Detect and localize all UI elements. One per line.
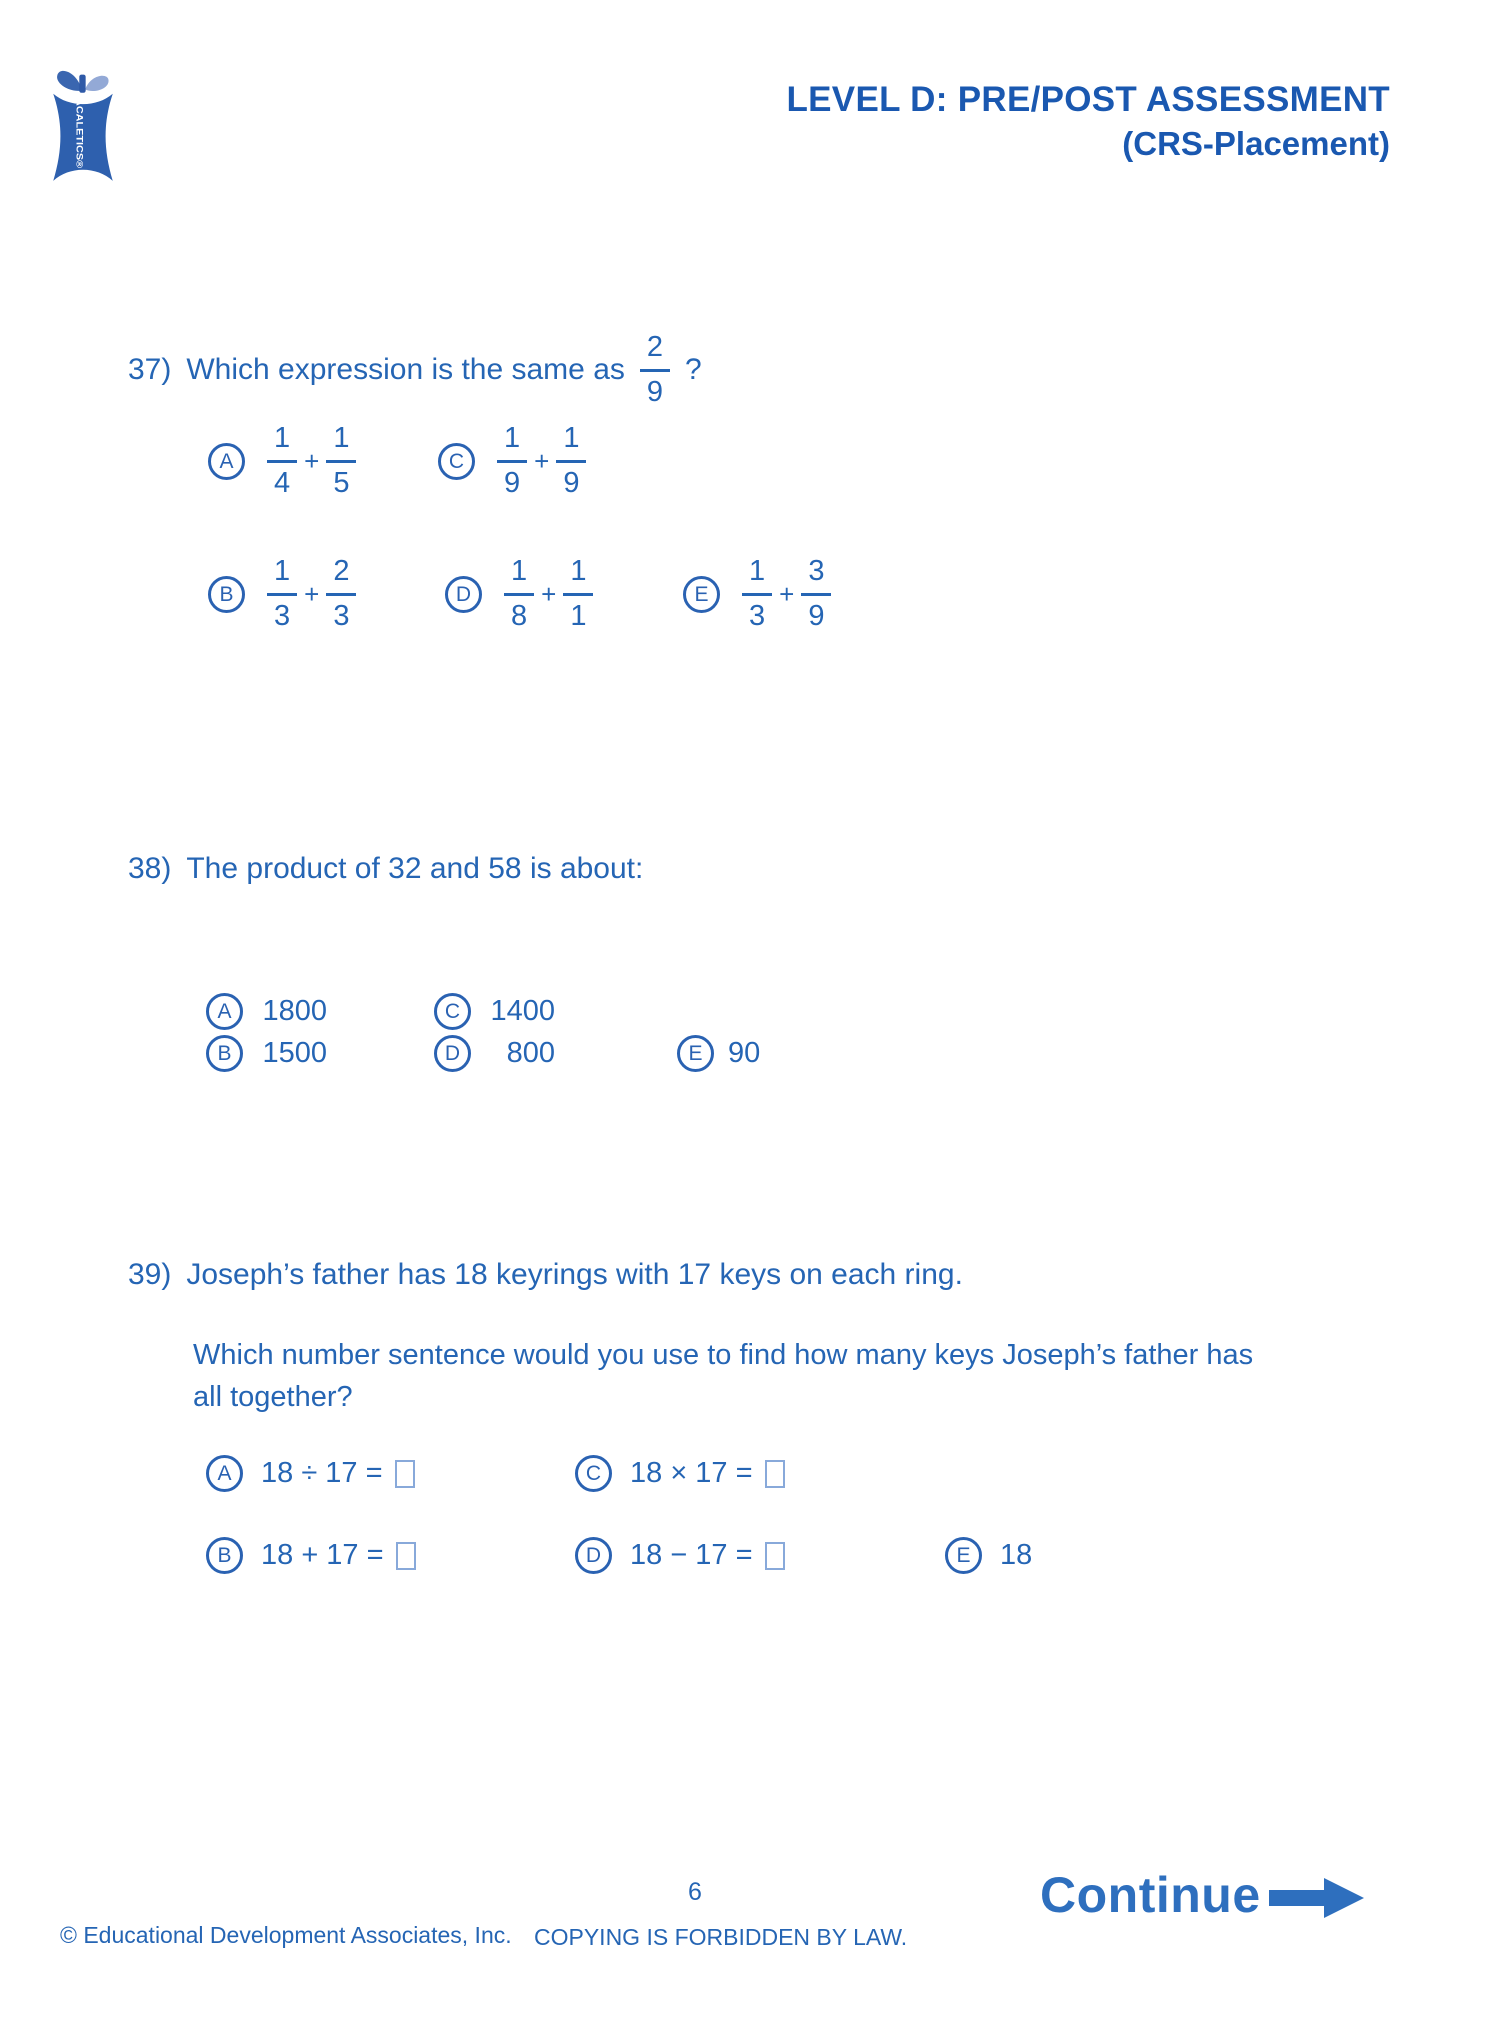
inline-fraction <box>640 333 670 407</box>
option-letter-badge: D <box>434 1035 471 1072</box>
question-39-options-row-1 <box>206 1455 785 1492</box>
option-letter-badge: D <box>575 1537 612 1574</box>
answer-box <box>396 1542 416 1570</box>
answer-option-b <box>206 1035 434 1072</box>
option-value: 1800 <box>262 995 327 1027</box>
option-letter-badge: A <box>206 993 243 1030</box>
option-expression <box>504 557 593 631</box>
option-letter-badge: B <box>206 1537 243 1574</box>
fraction-numerator: 1 <box>274 422 291 454</box>
option-expression <box>1000 1539 1032 1572</box>
option-fraction <box>801 557 831 631</box>
fraction-numerator: 1 <box>563 422 580 454</box>
fraction-denominator: 1 <box>563 593 593 631</box>
answer-option-c <box>434 993 555 1030</box>
fraction-denominator: 5 <box>326 460 356 498</box>
option-fraction <box>497 424 527 498</box>
fraction-denominator: 8 <box>504 593 534 631</box>
option-letter-badge: D <box>445 576 482 613</box>
plus-sign: + <box>541 578 557 609</box>
question-38-prompt: The product of 32 and 58 is about: <box>186 852 644 885</box>
answer-option-e <box>683 557 831 631</box>
question-37-number: 37) <box>128 353 172 386</box>
question-37-prompt: Which expression is the same as <box>186 353 625 386</box>
answer-option-d <box>445 557 683 631</box>
fraction-denominator: 4 <box>267 460 297 498</box>
option-letter-badge: E <box>945 1537 982 1574</box>
answer-option-e <box>677 1035 760 1072</box>
option-text: 18 + 17 = <box>261 1539 384 1571</box>
fraction-numerator: 1 <box>274 555 291 587</box>
fraction-numerator: 1 <box>333 422 350 454</box>
option-letter-badge: B <box>206 1035 243 1072</box>
option-letter-badge: E <box>683 576 720 613</box>
option-expression <box>261 1539 416 1572</box>
question-38-options-row-2 <box>206 1035 760 1072</box>
option-text: 18 ÷ 17 = <box>261 1457 383 1489</box>
question-38-options-row-1 <box>206 993 555 1030</box>
page-number: 6 <box>688 1878 702 1906</box>
option-text: 18 − 17 = <box>630 1539 753 1571</box>
question-39-options-row-2 <box>206 1537 1032 1574</box>
continue-arrow-icon <box>1269 1876 1365 1920</box>
plus-sign: + <box>304 578 320 609</box>
question-37-options-row-2 <box>208 557 831 631</box>
fraction-denominator: 9 <box>556 460 586 498</box>
apple-stem-icon <box>79 75 85 93</box>
fraction-numerator: 1 <box>570 555 587 587</box>
page-header <box>786 80 1390 163</box>
option-letter-badge: C <box>575 1455 612 1492</box>
answer-option-a <box>206 993 434 1030</box>
option-expression <box>630 1539 785 1572</box>
continue-label: Continue <box>1040 1867 1261 1923</box>
option-letter-badge: A <box>206 1455 243 1492</box>
option-letter-badge: B <box>208 576 245 613</box>
continue-indicator <box>1040 1866 1365 1924</box>
copyright-text: © Educational Development Associates, Inc. <box>60 1922 512 1948</box>
question-39-number: 39) <box>128 1258 172 1291</box>
option-letter-badge: E <box>677 1035 714 1072</box>
option-letter-badge: C <box>438 443 475 480</box>
fraction-denominator: 9 <box>497 460 527 498</box>
answer-option-b <box>206 1537 575 1574</box>
apple-leaves-icon <box>57 71 108 93</box>
question-mark: ? <box>685 353 702 386</box>
question-39-subprompt <box>193 1334 1253 1418</box>
option-expression <box>267 424 356 498</box>
legal-notice: COPYING IS FORBIDDEN BY LAW. <box>534 1924 908 1950</box>
answer-box <box>765 1542 785 1570</box>
question-37 <box>128 318 702 422</box>
option-text: 18 <box>1000 1539 1033 1571</box>
fraction-numerator: 1 <box>749 555 766 587</box>
answer-option-a <box>208 424 438 498</box>
question-39 <box>128 1258 963 1292</box>
subprompt-line-1: Which number sentence would you use to find how many keys Joseph’s father has <box>193 1339 1254 1371</box>
option-value: 90 <box>728 1037 761 1069</box>
option-letter-badge: A <box>208 443 245 480</box>
answer-option-a <box>206 1455 575 1492</box>
header-title: LEVEL D: PRE/POST ASSESSMENT <box>786 80 1390 119</box>
option-expression <box>261 1457 415 1490</box>
fraction-denominator: 3 <box>267 593 297 631</box>
option-expression <box>267 557 356 631</box>
answer-option-d <box>575 1537 945 1574</box>
fraction-denominator: 9 <box>640 369 670 407</box>
plus-sign: + <box>304 445 320 476</box>
header-subtitle: (CRS-Placement) <box>1122 125 1390 162</box>
fraction-numerator: 2 <box>333 555 350 587</box>
plus-sign: + <box>534 445 550 476</box>
option-fraction <box>742 557 772 631</box>
fraction-numerator: 1 <box>511 555 528 587</box>
option-letter-badge: C <box>434 993 471 1030</box>
option-fraction <box>326 424 356 498</box>
question-38 <box>128 852 643 886</box>
fraction-denominator: 3 <box>742 593 772 631</box>
option-value: 800 <box>506 1037 555 1069</box>
option-fraction <box>563 557 593 631</box>
logo-brand-text: ACALETICS® <box>73 98 85 160</box>
plus-sign: + <box>779 578 795 609</box>
option-fraction <box>267 424 297 498</box>
fraction-numerator: 2 <box>646 331 664 363</box>
answer-option-c <box>438 424 586 498</box>
answer-box <box>395 1460 415 1488</box>
option-expression <box>742 557 831 631</box>
option-fraction <box>326 557 356 631</box>
answer-option-b <box>208 557 445 631</box>
fraction-denominator: 9 <box>801 593 831 631</box>
fraction-numerator: 3 <box>808 555 825 587</box>
answer-option-c <box>575 1455 785 1492</box>
acaletics-logo <box>50 64 116 200</box>
question-37-options-row-1 <box>208 424 586 498</box>
option-value: 1400 <box>490 995 555 1027</box>
question-39-prompt: Joseph’s father has 18 keyrings with 17 keys on each ring. <box>186 1258 963 1291</box>
option-value: 1500 <box>262 1037 327 1069</box>
question-38-number: 38) <box>128 852 172 885</box>
fraction-numerator: 1 <box>504 422 521 454</box>
answer-option-d <box>434 1035 677 1072</box>
subprompt-line-2: all together? <box>193 1381 353 1414</box>
option-text: 18 × 17 = <box>630 1457 753 1489</box>
option-fraction <box>504 557 534 631</box>
answer-option-e <box>945 1537 1032 1574</box>
option-fraction <box>556 424 586 498</box>
option-fraction <box>267 557 297 631</box>
option-expression <box>630 1457 785 1490</box>
fraction-denominator: 3 <box>326 593 356 631</box>
option-expression <box>497 424 586 498</box>
answer-box <box>765 1460 785 1488</box>
